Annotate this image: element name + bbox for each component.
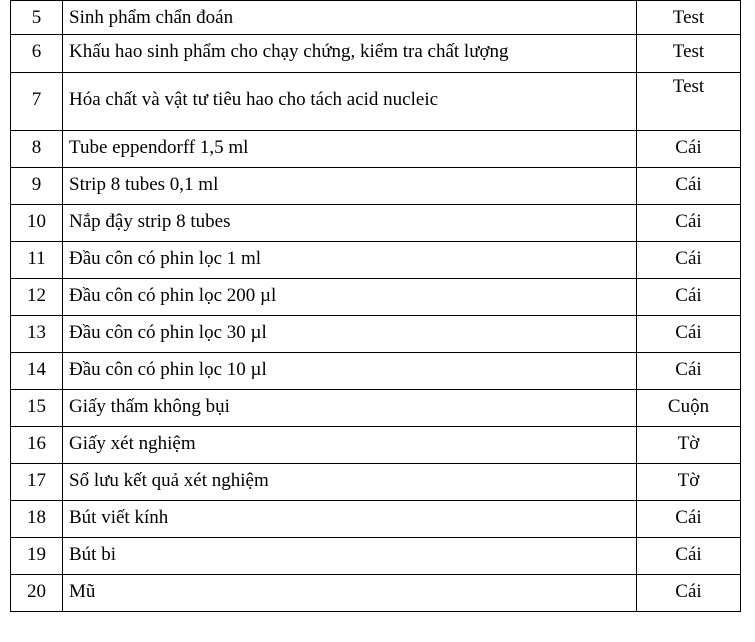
row-number: 5: [11, 1, 63, 35]
unit-cell: Tờ: [637, 427, 741, 464]
item-name: Mũ: [63, 575, 637, 612]
table-row: [11, 205, 741, 242]
unit-cell: Test: [637, 1, 741, 35]
item-name: Giấy xét nghiệm: [63, 427, 637, 464]
table-row: [11, 242, 741, 279]
table-row: [11, 73, 741, 131]
table-row: [11, 316, 741, 353]
item-name: Sổ lưu kết quả xét nghiệm: [63, 464, 637, 501]
unit-cell: Test: [637, 73, 741, 131]
unit-cell: Cái: [637, 279, 741, 316]
table-row: [11, 1, 741, 35]
table-row: [11, 575, 741, 612]
row-number: 15: [11, 390, 63, 427]
row-number: 9: [11, 168, 63, 205]
table-row: [11, 168, 741, 205]
item-name: Khấu hao sinh phẩm cho chạy chứng, kiểm tra chất lượng: [63, 35, 637, 73]
item-name: Tube eppendorff 1,5 ml: [63, 131, 637, 168]
item-name: Đầu côn có phin lọc 30 µl: [63, 316, 637, 353]
row-number: 12: [11, 279, 63, 316]
table-row: [11, 464, 741, 501]
row-number: 16: [11, 427, 63, 464]
unit-cell: Cái: [637, 242, 741, 279]
table-row: [11, 131, 741, 168]
table-row: [11, 35, 741, 73]
item-name: Bút bi: [63, 538, 637, 575]
unit-cell: Cái: [637, 575, 741, 612]
row-number: 11: [11, 242, 63, 279]
unit-cell: Cái: [637, 316, 741, 353]
item-name: Bút viết kính: [63, 501, 637, 538]
table-row: [11, 279, 741, 316]
item-name: Giấy thấm không bụi: [63, 390, 637, 427]
unit-cell: Tờ: [637, 464, 741, 501]
row-number: 10: [11, 205, 63, 242]
table-row: [11, 538, 741, 575]
item-name: Strip 8 tubes 0,1 ml: [63, 168, 637, 205]
row-number: 6: [11, 35, 63, 73]
table-row: [11, 390, 741, 427]
unit-cell: Cái: [637, 131, 741, 168]
table-row: [11, 353, 741, 390]
row-number: 20: [11, 575, 63, 612]
row-number: 19: [11, 538, 63, 575]
table-row: [11, 501, 741, 538]
row-number: 18: [11, 501, 63, 538]
unit-cell: Test: [637, 35, 741, 73]
item-name: Đầu côn có phin lọc 1 ml: [63, 242, 637, 279]
item-name: Đầu côn có phin lọc 200 µl: [63, 279, 637, 316]
item-name: Hóa chất và vật tư tiêu hao cho tách acid nucleic: [63, 73, 637, 131]
row-number: 13: [11, 316, 63, 353]
item-name: Sinh phẩm chẩn đoán: [63, 1, 637, 35]
supplies-table: [10, 0, 741, 612]
row-number: 17: [11, 464, 63, 501]
item-name: Nắp đậy strip 8 tubes: [63, 205, 637, 242]
item-name: Đầu côn có phin lọc 10 µl: [63, 353, 637, 390]
row-number: 8: [11, 131, 63, 168]
unit-cell: Cái: [637, 501, 741, 538]
unit-cell: Cuộn: [637, 390, 741, 427]
row-number: 14: [11, 353, 63, 390]
table-row: [11, 427, 741, 464]
row-number: 7: [11, 73, 63, 131]
unit-cell: Cái: [637, 538, 741, 575]
unit-cell: Cái: [637, 168, 741, 205]
unit-cell: Cái: [637, 353, 741, 390]
unit-cell: Cái: [637, 205, 741, 242]
